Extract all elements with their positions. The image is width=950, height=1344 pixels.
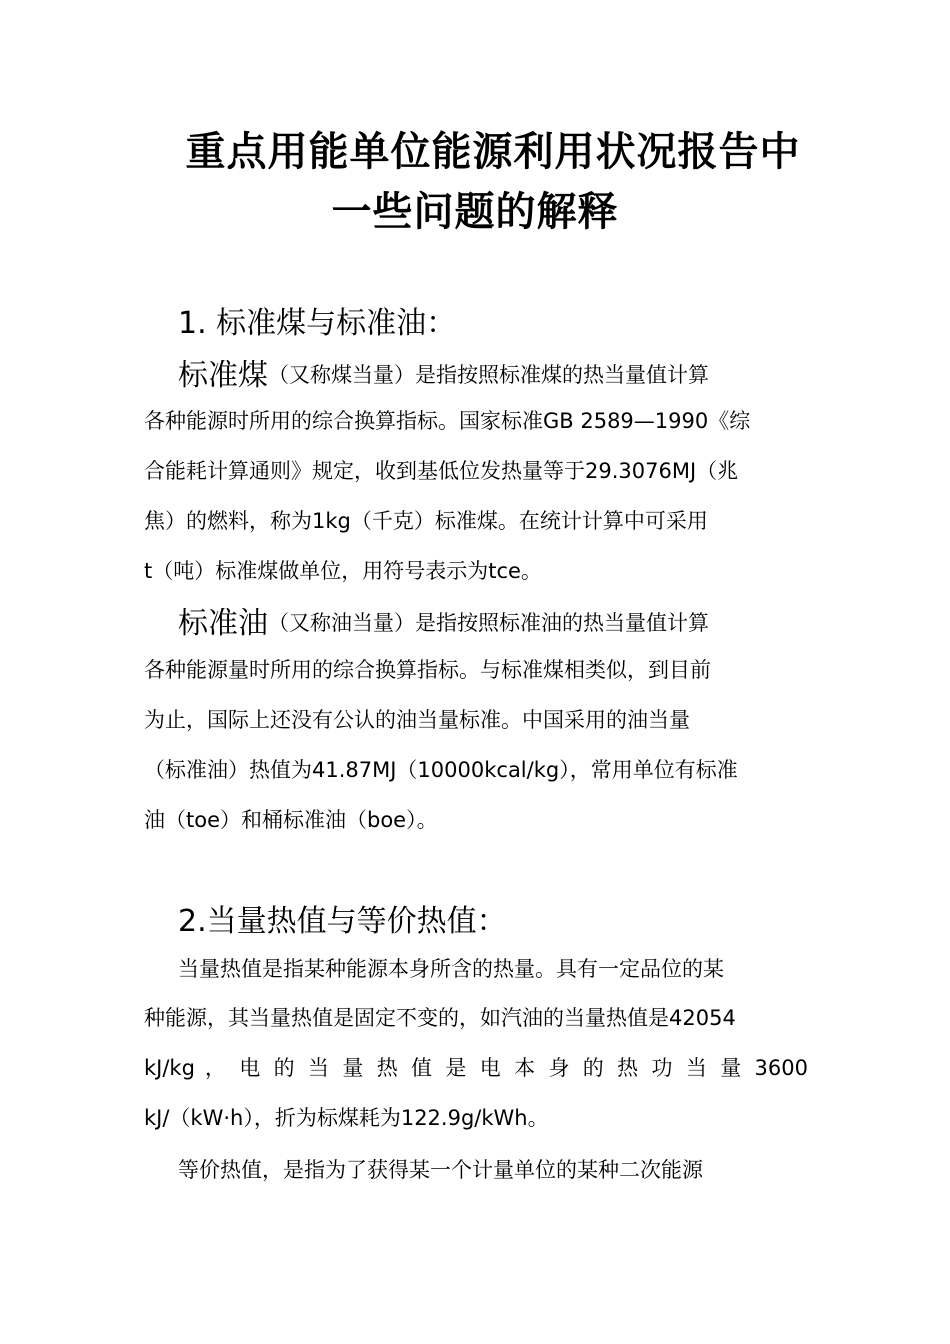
section-2-heading: 2.当量热值与等价热值： [178, 904, 507, 939]
coal-term: 标准煤 [178, 360, 268, 391]
equivalent-value-paragraph-line: kJ/（kW·h），折为标煤耗为122.9g/kWh。 [144, 1106, 549, 1130]
coal-paragraph-line: 焦）的燃料，称为1kg（千克）标准煤。在统计计算中可采用 [144, 509, 708, 533]
coal-paragraph-line: t（吨）标准煤做单位，用符号表示为tce。 [144, 559, 542, 583]
equal-price-value-paragraph-line: 等价热值，是指为了获得某一个计量单位的某种二次能源 [178, 1158, 703, 1182]
equivalent-value-paragraph-line: 当量热值是指某种能源本身所含的热量。具有一定品位的某 [178, 957, 724, 981]
coal-paragraph-line: 合能耗计算通则》规定，收到基低位发热量等于29.3076MJ（兆 [144, 459, 739, 483]
document-title-line-2: 一些问题的解释 [331, 189, 619, 235]
oil-term: 标准油 [178, 608, 268, 639]
oil-paragraph-line [178, 608, 808, 639]
oil-paragraph-line: 各种能源量时所用的综合换算指标。与标准煤相类似，到目前 [144, 658, 711, 682]
document-title-line-1: 重点用能单位能源利用状况报告中 [185, 129, 801, 175]
oil-paragraph-line: 为止，国际上还没有公认的油当量标准。中国采用的油当量 [144, 708, 690, 732]
equivalent-value-paragraph-line: kJ/kg ， 电 的 当 量 热 值 是 电 本 身 的 热 功 当 量 3600 [144, 1056, 808, 1080]
oil-paragraph-line: 油（toe）和桶标准油（boe）。 [144, 808, 438, 832]
coal-paragraph-line [178, 360, 808, 391]
coal-paragraph-line: 各种能源时所用的综合换算指标。国家标准GB 2589—1990《综 [144, 409, 751, 433]
equivalent-value-paragraph-line: 种能源，其当量热值是固定不变的，如汽油的当量热值是42054 [144, 1006, 736, 1030]
oil-definition-start: （又称油当量）是指按照标准油的热当量值计算 [268, 611, 709, 635]
section-1-heading: 1. 标准煤与标准油： [178, 306, 457, 341]
oil-paragraph-line: （标准油）热值为41.87MJ（10000kcal/kg），常用单位有标准 [144, 758, 738, 782]
coal-definition-start: （又称煤当量）是指按照标准煤的热当量值计算 [268, 363, 709, 387]
